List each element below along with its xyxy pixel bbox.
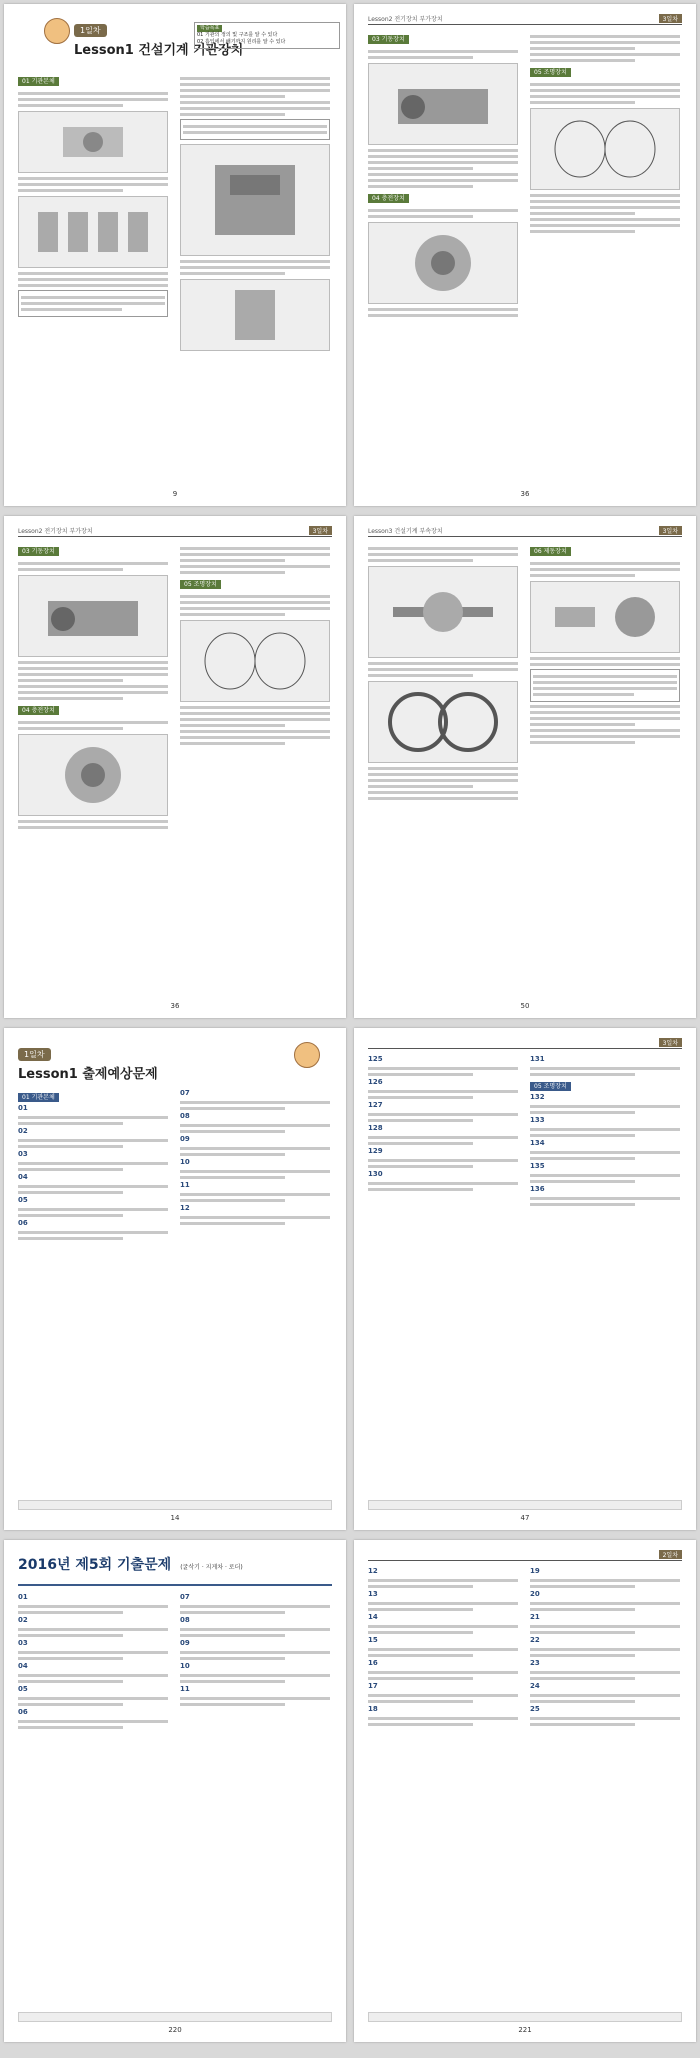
- right-column: [180, 74, 330, 355]
- right-column: [180, 1594, 330, 1709]
- brake-figure: [530, 581, 680, 653]
- section-heading: 01 기관본체: [18, 1093, 59, 1102]
- question: 128: [368, 1125, 518, 1145]
- question: 20: [530, 1591, 680, 1611]
- day-badge: 1일차: [18, 1048, 51, 1061]
- question: 132: [530, 1094, 680, 1114]
- wheel-figure: [368, 681, 518, 763]
- exam-page: [4, 1540, 346, 2042]
- question: 02: [18, 1617, 168, 1637]
- exam-title-bar: [18, 1554, 332, 1586]
- running-header: Lesson2 전기장치 부가장치 3일차: [18, 526, 332, 537]
- objective-item: 01 기관의 정의 및 구조를 알 수 있다: [197, 32, 278, 38]
- lesson-title: Lesson1 건설기계 기관장치: [74, 43, 244, 58]
- alternator-figure: [18, 734, 168, 816]
- question: 07: [180, 1594, 330, 1614]
- question: 17: [368, 1683, 518, 1703]
- question: 06: [18, 1709, 168, 1729]
- question: 12: [180, 1205, 330, 1225]
- question: 08: [180, 1113, 330, 1133]
- section-heading: 05 조명장치: [530, 68, 571, 77]
- left-column: [18, 544, 168, 832]
- textbook-page: [4, 516, 346, 1018]
- cylinder-figure: [180, 279, 330, 351]
- running-header: Lesson3 건설기계 부속장치 3일차: [368, 526, 682, 537]
- day-tag: 3일차: [659, 14, 682, 23]
- right-column: [530, 1568, 680, 1729]
- page-number: 47: [520, 1514, 530, 1522]
- question: 12: [368, 1568, 518, 1588]
- day-tag: 3일차: [309, 526, 332, 535]
- question: 11: [180, 1686, 330, 1706]
- section-heading: 03 기동장치: [368, 35, 409, 44]
- page-number: 36: [520, 490, 530, 498]
- question: 01: [18, 1594, 168, 1614]
- question: 134: [530, 1140, 680, 1160]
- question: 24: [530, 1683, 680, 1703]
- left-column: [368, 32, 518, 320]
- section-heading: 03 기동장치: [18, 547, 59, 556]
- question: 08: [180, 1617, 330, 1637]
- alternator-figure: [368, 222, 518, 304]
- question: 10: [180, 1159, 330, 1179]
- question: 04: [18, 1663, 168, 1683]
- answer-key-bar: [368, 1500, 682, 1510]
- exam-title: 2016년 제5회 기출문제: [18, 1557, 172, 1573]
- answer-key-bar: [368, 2012, 682, 2022]
- question: 129: [368, 1148, 518, 1168]
- textbook-page: [4, 4, 346, 506]
- right-column: [530, 32, 680, 236]
- question: 05: [18, 1197, 168, 1217]
- answer-key-bar: [18, 1500, 332, 1510]
- left-column: [18, 74, 168, 320]
- lesson-header: [18, 1042, 218, 1084]
- question: 25: [530, 1706, 680, 1726]
- question: 23: [530, 1660, 680, 1680]
- question: 22: [530, 1637, 680, 1657]
- day-tag: 3일차: [659, 1038, 682, 1047]
- engine-figure: [18, 111, 168, 173]
- question: 04: [18, 1174, 168, 1194]
- objective-item: 02 흡입에서 배기까지 원리를 알 수 있다: [197, 39, 286, 45]
- left-column: [368, 544, 518, 803]
- axle-figure: [368, 566, 518, 658]
- right-column: [530, 1056, 680, 1209]
- right-column: [530, 544, 680, 747]
- question: 03: [18, 1151, 168, 1171]
- question: 11: [180, 1182, 330, 1202]
- question: 18: [368, 1706, 518, 1726]
- exam-page: [354, 1540, 696, 2042]
- question: 131: [530, 1056, 680, 1076]
- running-header: [368, 1038, 682, 1049]
- right-column: [180, 1090, 330, 1228]
- page-number: 14: [170, 1514, 180, 1522]
- page-number: 9: [172, 490, 178, 498]
- question: 09: [180, 1136, 330, 1156]
- right-column: [180, 544, 330, 748]
- running-header: Lesson2 전기장치 부가장치 3일차: [368, 14, 682, 25]
- left-column: [368, 1056, 518, 1194]
- headlamp-figure: [180, 620, 330, 702]
- objectives-label: 학습목표: [197, 25, 222, 32]
- page-number: 50: [520, 1002, 530, 1010]
- question: 125: [368, 1056, 518, 1076]
- question: 19: [530, 1568, 680, 1588]
- question: 06: [18, 1220, 168, 1240]
- day-tag: 2일차: [659, 1550, 682, 1559]
- section-heading: 04 충전장치: [368, 194, 409, 203]
- day-tag: 3일차: [659, 526, 682, 535]
- answer-key-bar: [18, 2012, 332, 2022]
- starter-motor-figure: [368, 63, 518, 145]
- page-number: 36: [170, 1002, 180, 1010]
- question: 16: [368, 1660, 518, 1680]
- engine-structure-figure: [180, 144, 330, 256]
- running-header: [368, 1550, 682, 1561]
- exam-page: [4, 1028, 346, 1530]
- page-number: 220: [168, 2026, 182, 2034]
- section-heading: 01 기관본체: [18, 77, 59, 86]
- mascot-icon: [294, 1042, 320, 1068]
- mascot-icon: [44, 18, 70, 44]
- question: 10: [180, 1663, 330, 1683]
- question: 21: [530, 1614, 680, 1634]
- textbook-page: [354, 4, 696, 506]
- question: 13: [368, 1591, 518, 1611]
- day-badge: 1일차: [74, 24, 107, 37]
- question: 03: [18, 1640, 168, 1660]
- left-column: [18, 1594, 168, 1732]
- section-heading: 06 제동장치: [530, 547, 571, 556]
- section-heading: 04 충전장치: [18, 706, 59, 715]
- textbook-page: [354, 516, 696, 1018]
- piston-figure: [18, 196, 168, 268]
- question: 126: [368, 1079, 518, 1099]
- question: 127: [368, 1102, 518, 1122]
- question: 01: [18, 1105, 168, 1125]
- section-heading: 05 조명장치: [530, 1082, 571, 1091]
- question: 15: [368, 1637, 518, 1657]
- headlamp-figure: [530, 108, 680, 190]
- question: 07: [180, 1090, 330, 1110]
- question: 130: [368, 1171, 518, 1191]
- section-heading: 05 조명장치: [180, 580, 221, 589]
- question: 14: [368, 1614, 518, 1634]
- page-number: 221: [518, 2026, 532, 2034]
- left-column: [368, 1568, 518, 1729]
- learning-objectives: [194, 22, 340, 49]
- question: 136: [530, 1186, 680, 1206]
- question: 02: [18, 1128, 168, 1148]
- left-column: [18, 1090, 168, 1243]
- exam-page: [354, 1028, 696, 1530]
- question: 09: [180, 1640, 330, 1660]
- question: 05: [18, 1686, 168, 1706]
- question: 135: [530, 1163, 680, 1183]
- question: 133: [530, 1117, 680, 1137]
- lesson-title: Lesson1 출제예상문제: [18, 1067, 158, 1082]
- exam-subtitle: (굴삭기 · 지게차 · 로더): [180, 1564, 243, 1571]
- starter-motor-figure: [18, 575, 168, 657]
